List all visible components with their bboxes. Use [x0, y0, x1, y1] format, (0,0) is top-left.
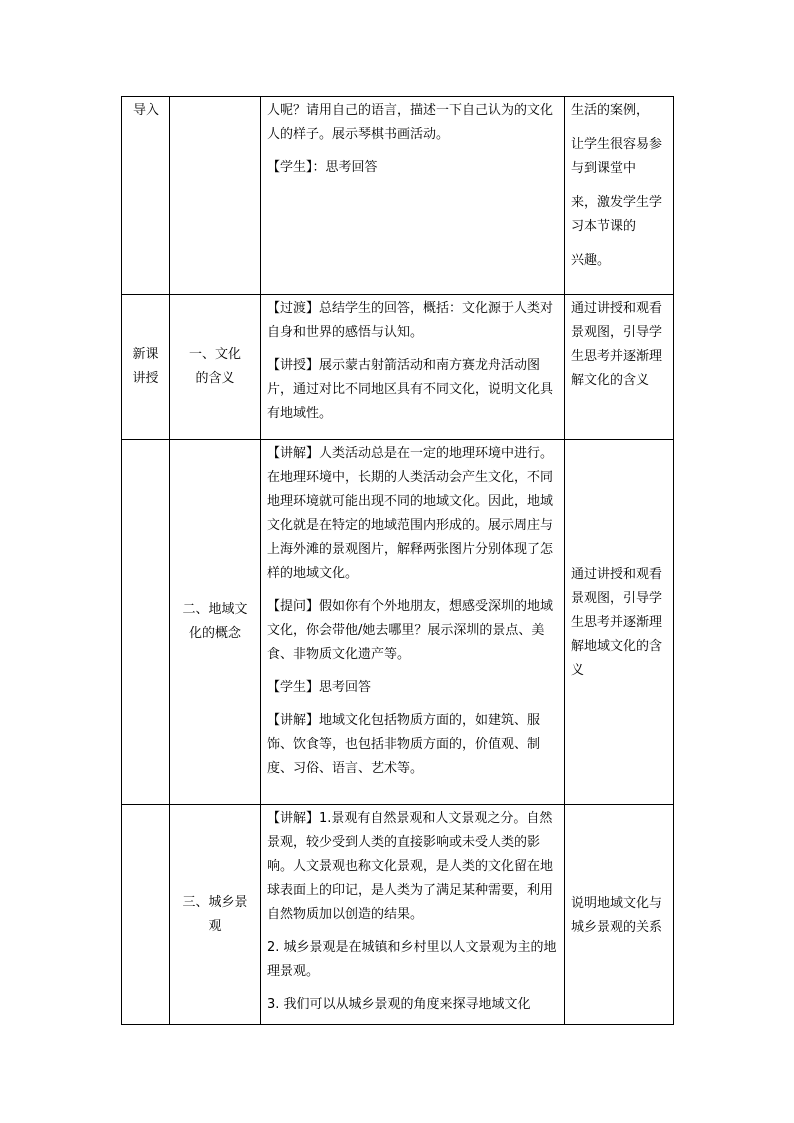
- table-row: [122, 97, 674, 295]
- content-paragraph: 【过渡】总结学生的回答，概括：文化源于人类对自身和世界的感悟与认知。: [267, 301, 554, 340]
- section-cell: [170, 295, 261, 440]
- section-cell: [170, 805, 261, 1025]
- intent-text: 让学生很容易参与到课堂中: [571, 137, 663, 176]
- intent-cell: [565, 805, 674, 1025]
- table-row: [122, 805, 674, 1025]
- content-paragraph: 【讲解】地域文化包括物质方面的，如建筑、服饰、饮食等，也包括非物质方面的，价值观、制度、习俗、语言、艺术等。: [267, 713, 541, 776]
- content-paragraph: 【学生】思考回答: [267, 680, 372, 695]
- lesson-plan-table: [121, 96, 674, 1025]
- intent-text: 通过讲授和观看景观图，引导学生思考并逐渐理解文化的含义: [571, 301, 663, 388]
- stage-cell: [122, 805, 170, 1025]
- content-paragraph: 2. 城乡景观是在城镇和乡村里以人文景观为主的地理景观。: [267, 940, 557, 979]
- intent-text: 来，激发学生学习本节课的: [571, 195, 663, 234]
- table-row: [122, 295, 674, 440]
- intent-text: 通过讲授和观看景观图，引导学生思考并逐渐理解地域文化的含义: [571, 567, 663, 678]
- content-paragraph: 【讲授】展示蒙古射箭活动和南方赛龙舟活动图片，通过对比不同地区具有不同文化，说明文化具有地域性。: [267, 358, 554, 421]
- section-title: 二、地域文化的概念: [182, 602, 248, 641]
- content-paragraph: 【学生】：思考回答: [267, 160, 378, 175]
- content-paragraph: 【讲解】1.景观有自然景观和人文景观之分。自然景观，较少受到人类的直接影响或未受人类的影响。人文景观也称文化景观，是人类的文化留在地球表面上的印记，是人类为了满足某种需要，利用自然物质加以创造的结果。: [267, 811, 554, 922]
- stage-label: 导入: [132, 103, 159, 118]
- intent-text: 生活的案例，: [571, 103, 650, 118]
- intent-text: 兴趣。: [571, 253, 611, 268]
- stage-label: 新课讲授: [132, 347, 159, 386]
- content-cell: [261, 97, 565, 295]
- table-row: [122, 440, 674, 805]
- content-paragraph: 人呢？请用自己的语言，描述一下自己认为的文化人的样子。展示琴棋书画活动。: [267, 103, 554, 142]
- content-cell: [261, 440, 565, 805]
- intent-cell: [565, 97, 674, 295]
- intent-cell: [565, 295, 674, 440]
- intent-cell: [565, 440, 674, 805]
- section-title: 一、文化的含义: [188, 347, 241, 386]
- content-cell: [261, 805, 565, 1025]
- stage-cell: [122, 440, 170, 805]
- content-paragraph: 3. 我们可以从城乡景观的角度来探寻地域文化: [267, 997, 531, 1012]
- intent-text: 说明地域文化与城乡景观的关系: [571, 895, 663, 935]
- stage-cell: [122, 295, 170, 440]
- content-paragraph: 【提问】假如你有个外地朋友，想感受深圳的地域文化，你会带他/她去哪里？展示深圳的景点、美食、非物质文化遗产等。: [267, 599, 554, 662]
- stage-cell: [122, 97, 170, 295]
- content-cell: [261, 295, 565, 440]
- section-title: 三、城乡景观: [182, 894, 248, 934]
- section-cell: [170, 97, 261, 295]
- content-paragraph: 【讲解】人类活动总是在一定的地理环境中进行。在地理环境中，长期的人类活动会产生文化，不同地理环境就可能出现不同的地域文化。因此，地域文化就是在特定的地域范围内形成的。展示周庄与上海外滩的景观图片，解释两张图片分别体现了怎样的地域文化。: [267, 446, 554, 581]
- section-cell: [170, 440, 261, 805]
